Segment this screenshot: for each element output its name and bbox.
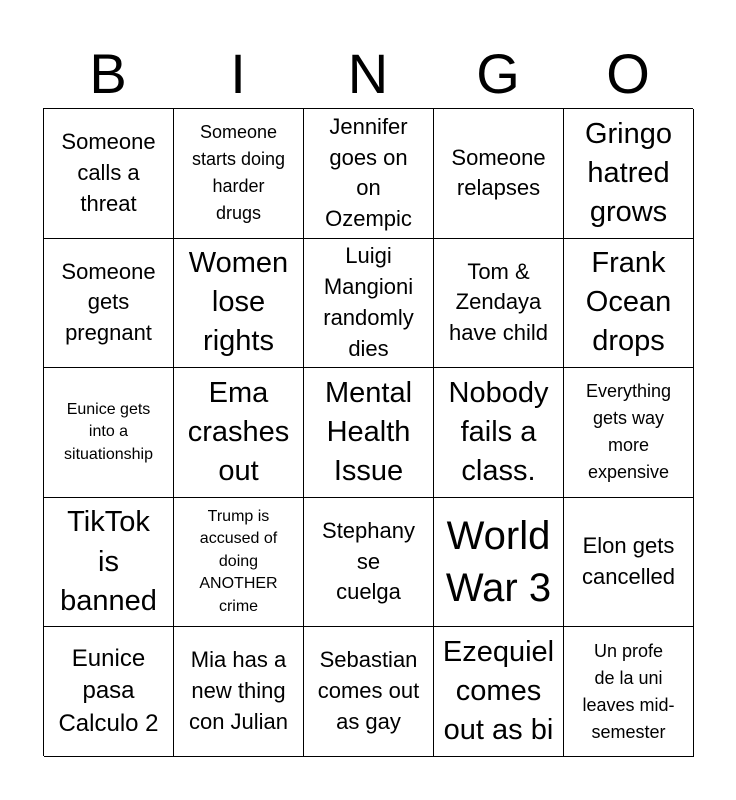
- cell-text: Luigi Mangioni randomly dies: [323, 243, 414, 361]
- bingo-cell-r3-c5[interactable]: [564, 368, 694, 498]
- cell-text: Trump is accused of doing ANOTHER crime: [199, 508, 278, 615]
- bingo-cell-r3-c3[interactable]: [304, 368, 434, 498]
- cell-text: Sebastian comes out as gay: [317, 647, 420, 735]
- bingo-cell-r2-c5[interactable]: [564, 239, 694, 369]
- bingo-cell-r3-c2[interactable]: [174, 368, 304, 498]
- cell-text: Gringo hatred grows: [584, 117, 673, 228]
- bingo-cell-r1-c2[interactable]: [174, 109, 304, 239]
- cell-text: Everything gets way more expensive: [585, 381, 672, 483]
- bingo-cell-r1-c5[interactable]: [564, 109, 694, 239]
- bingo-cell-r3-c1[interactable]: [44, 368, 174, 498]
- bingo-cell-r5-c5[interactable]: [564, 627, 694, 757]
- cell-text: Frank Ocean drops: [585, 247, 672, 358]
- cell-text: Mia has a new thing con Julian: [188, 647, 289, 735]
- bingo-cell-r1-c3[interactable]: [304, 109, 434, 239]
- cell-text: Someone calls a threat: [61, 129, 156, 216]
- bingo-cell-r4-c3[interactable]: [304, 498, 434, 628]
- bingo-cell-r4-c5[interactable]: [564, 498, 694, 628]
- cell-text: Un profe de la uni leaves mid- semester: [582, 640, 675, 742]
- bingo-cell-r3-c4[interactable]: [434, 368, 564, 498]
- header-letter-o: O: [606, 42, 650, 105]
- bingo-cell-r2-c2[interactable]: [174, 239, 304, 369]
- cell-text: Elon gets cancelled: [582, 533, 675, 590]
- cell-text: Someone gets pregnant: [61, 258, 156, 346]
- bingo-cell-r1-c1[interactable]: [44, 109, 174, 239]
- cell-text: Ezequiel comes out as bi: [442, 635, 555, 747]
- cell-text: Jennifer goes on on Ozempic: [325, 113, 412, 232]
- cell-text: Eunice gets into a situationship: [64, 400, 153, 463]
- cell-text: Someone relapses: [451, 144, 546, 201]
- bingo-cell-r2-c1[interactable]: [44, 239, 174, 369]
- header-letter-g: G: [476, 42, 520, 105]
- bingo-cell-r4-c2[interactable]: [174, 498, 304, 628]
- header-letter-i: I: [230, 42, 246, 105]
- bingo-cell-r5-c1[interactable]: [44, 627, 174, 757]
- bingo-cell-r4-c4[interactable]: [434, 498, 564, 628]
- cell-text: Eunice pasa Calculo 2: [58, 645, 159, 737]
- cell-text: Ema crashes out: [187, 376, 290, 488]
- bingo-cell-r2-c3[interactable]: [304, 239, 434, 369]
- header-letter-n: N: [347, 42, 389, 105]
- cell-text: World War 3: [445, 514, 552, 611]
- cell-text: Tom & Zendaya have child: [448, 258, 549, 346]
- bingo-cell-r5-c4[interactable]: [434, 627, 564, 757]
- bingo-header: [43, 40, 693, 108]
- cell-text: Women lose rights: [188, 247, 289, 358]
- bingo-cell-r4-c1[interactable]: [44, 498, 174, 628]
- cell-text: TikTok is banned: [60, 506, 157, 617]
- cell-text: Someone starts doing harder drugs: [191, 122, 286, 224]
- bingo-card: [43, 108, 693, 756]
- bingo-cell-r5-c2[interactable]: [174, 627, 304, 757]
- bingo-cell-r1-c4[interactable]: [434, 109, 564, 239]
- cell-text: Nobody fails a class.: [448, 376, 549, 488]
- bingo-cell-r5-c3[interactable]: [304, 627, 434, 757]
- header-letter-b: B: [89, 42, 127, 105]
- cell-text: Mental Health Issue: [324, 376, 413, 488]
- cell-text: Stephany se cuelga: [322, 517, 415, 605]
- bingo-cell-r2-c4[interactable]: [434, 239, 564, 369]
